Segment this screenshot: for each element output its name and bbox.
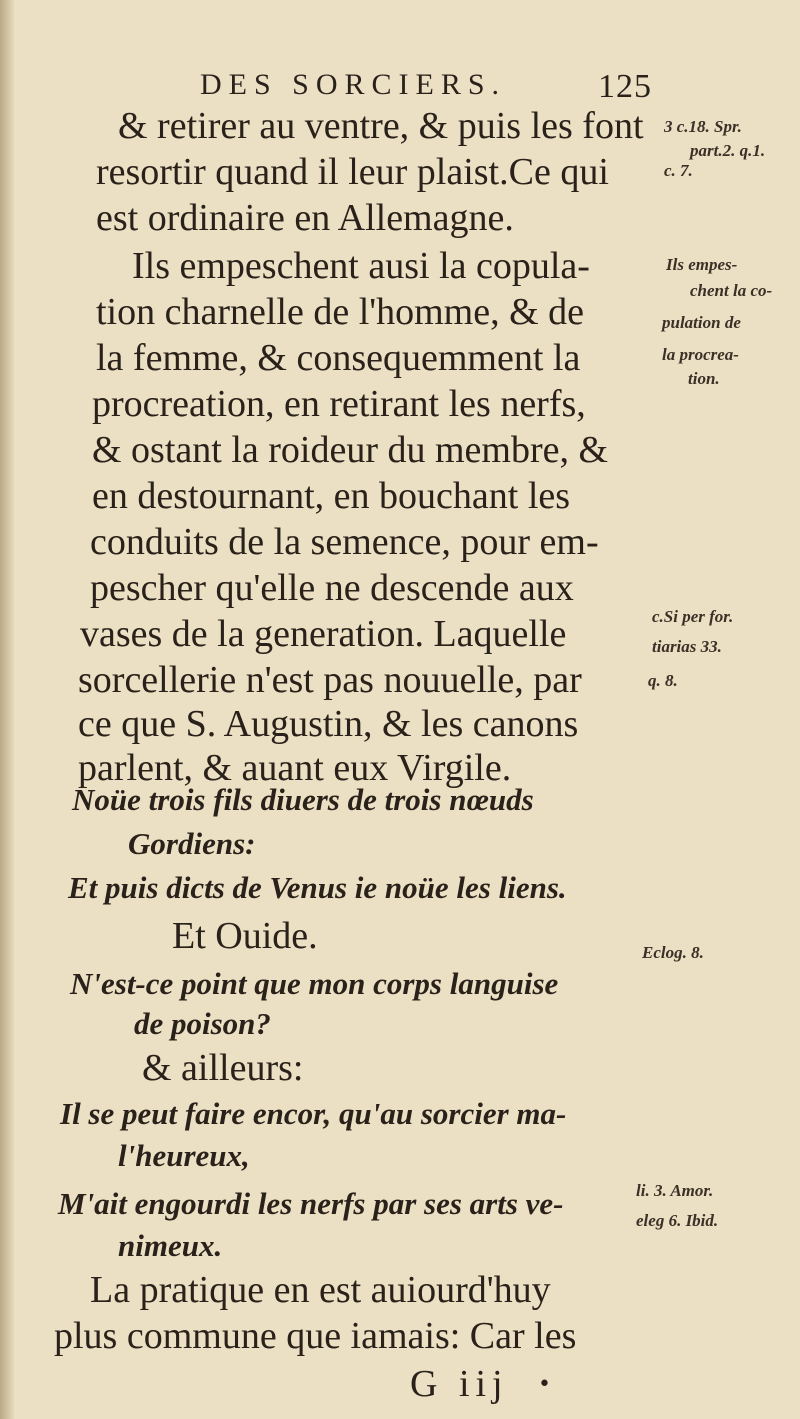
margin-line: pulation de [662,313,741,332]
text-line: vases de la generation. Laquelle [80,613,567,655]
text-line: & retirer au ventre, & puis les font [118,105,644,147]
verse-line: Et puis dicts de Venus ie noüe les liens. [68,870,567,905]
margin-line: tion. [688,369,720,388]
margin-line: li. 3. Amor. [636,1181,714,1200]
page-gutter [0,0,14,1419]
margin-line: chent la co- [690,281,773,300]
margin-line: Eclog. 8. [642,943,704,962]
text-line: en destournant, en bouchant les [92,475,571,517]
text-line: pescher qu'elle ne descende aux [90,567,574,609]
margin-line: la procrea- [662,345,739,364]
text-line: Ils empeschent ausi la copula- [132,245,590,287]
verse-line: de poison? [134,1006,271,1041]
margin-line: Ils empes- [666,255,738,274]
margin-line: c.Si per for. [652,607,734,626]
verse-line: Il se peut faire encor, qu'au sorcier ma- [60,1096,567,1131]
text-line: tion charnelle de l'homme, & de [96,291,585,333]
text-line: & ostant la roideur du membre, & [92,429,609,471]
margin-line: eleg 6. Ibid. [636,1211,719,1230]
verse-line: Gordiens: [128,826,256,861]
text-line: ce que S. Augustin, & les canons [78,703,579,745]
running-title: DES SORCIERS. [200,68,507,101]
ailleurs-line: & ailleurs: [142,1047,304,1089]
margin-line: part.2. q.1. [690,141,766,160]
margin-line: tiarias 33. [652,637,722,656]
ovide-intro: Et Ouide. [172,915,318,957]
text-line: plus commune que iamais: Car les [54,1315,577,1357]
verse-line: l'heureux, [118,1138,250,1173]
text-line: La pratique en est auiourd'huy [90,1269,551,1311]
margin-line: c. 7. [664,161,693,180]
margin-line: 3 c.18. Spr. [664,117,742,136]
footer-dot: • [538,1372,551,1397]
verse-line: N'est-ce point que mon corps languise [70,966,559,1001]
verse-line: Noüe trois fils diuers de trois nœuds [72,782,534,817]
margin-line: q. 8. [648,671,678,690]
verse-line: M'ait engourdi les nerfs par ses arts ve- [58,1186,564,1221]
page-number: 125 [598,68,652,105]
verse-line: nimeux. [118,1228,223,1263]
text-line: est ordinaire en Allemagne. [96,197,514,239]
text-line: la femme, & consequemment la [96,337,581,379]
text-line: parlent, & auant eux Virgile. [78,747,512,789]
text-line: procreation, en retirant les nerfs, [92,383,586,425]
text-line: resortir quand il leur plaist.Ce qui [96,151,609,193]
text-line: conduits de la semence, pour em- [90,521,599,563]
signature-mark: G iij [410,1363,509,1405]
text-line: sorcellerie n'est pas nouuelle, par [78,659,582,701]
